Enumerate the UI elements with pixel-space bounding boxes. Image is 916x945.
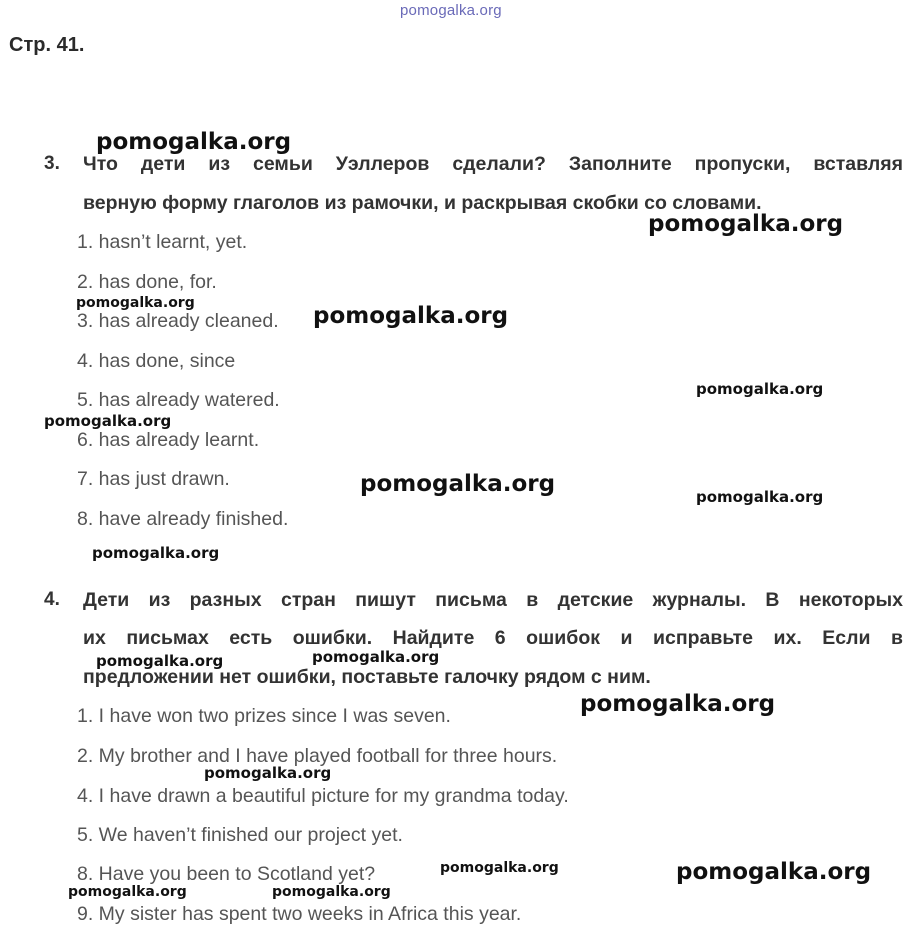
watermark-text: pomogalka.org	[696, 488, 824, 506]
task-3-answer: 3. has already cleaned.	[77, 310, 279, 332]
site-watermark-top: pomogalka.org	[400, 2, 502, 19]
task-3-answer: 5. has already watered.	[77, 389, 280, 411]
watermark-text: pomogalka.org	[44, 412, 172, 430]
task-4-answer: 9. My sister has spent two weeks in Africa this year.	[77, 903, 522, 925]
task-3-answer: 6. has already learnt.	[77, 429, 260, 451]
watermark-text: pomogalka.org	[313, 303, 509, 329]
watermark-text: pomogalka.org	[580, 691, 776, 717]
page-reference: Стр. 41.	[9, 34, 85, 56]
watermark-text: pomogalka.org	[204, 764, 332, 782]
task-4-answer: 1. I have won two prizes since I was seven.	[77, 705, 451, 727]
watermark-text: pomogalka.org	[68, 884, 187, 900]
task-3-answer: 4. has done, since	[77, 350, 236, 372]
task-4-instruction-line-2: их письмах есть ошибки. Найдите 6 ошибок и исправьте их. Если в	[83, 627, 903, 649]
watermark-text: pomogalka.org	[676, 859, 872, 885]
task-4-instruction-line-1: Дети из разных стран пишут письма в детские журналы. В некоторых	[83, 589, 903, 611]
task-4-answer: 2. My brother and I have played football for three hours.	[77, 745, 558, 767]
task-4-answer: 4. I have drawn a beautiful picture for my grandma today.	[77, 785, 569, 807]
watermark-text: pomogalka.org	[696, 380, 824, 398]
task-4-answer: 5. We haven’t finished our project yet.	[77, 824, 403, 846]
task-3-answer: 8. have already finished.	[77, 508, 289, 530]
task-3-answer: 2. has done, for.	[77, 271, 217, 293]
watermark-text: pomogalka.org	[96, 652, 224, 670]
task-3-number: 3.	[44, 153, 60, 174]
task-4-instruction-line-3: предложении нет ошибки, поставьте галочку рядом с ним.	[83, 666, 651, 688]
watermark-text: pomogalka.org	[440, 860, 559, 876]
task-4-answer: 8. Have you been to Scotland yet?	[77, 863, 376, 885]
watermark-text: pomogalka.org	[92, 544, 220, 562]
watermark-text: pomogalka.org	[76, 295, 195, 311]
task-3-instruction-line-2: верную форму глаголов из рамочки, и раскрывая скобки со словами.	[83, 192, 762, 214]
task-3-answer: 7. has just drawn.	[77, 468, 230, 490]
task-3-answer: 1. hasn’t learnt, yet.	[77, 231, 248, 253]
watermark-text: pomogalka.org	[360, 471, 556, 497]
watermark-text: pomogalka.org	[96, 129, 292, 155]
watermark-text: pomogalka.org	[272, 884, 391, 900]
task-4-number: 4.	[44, 589, 60, 610]
task-3-instruction-line-1: Что дети из семьи Уэллеров сделали? Заполните пропуски, вставляя	[83, 153, 903, 175]
watermark-text: pomogalka.org	[648, 211, 844, 237]
watermark-text: pomogalka.org	[312, 648, 440, 666]
